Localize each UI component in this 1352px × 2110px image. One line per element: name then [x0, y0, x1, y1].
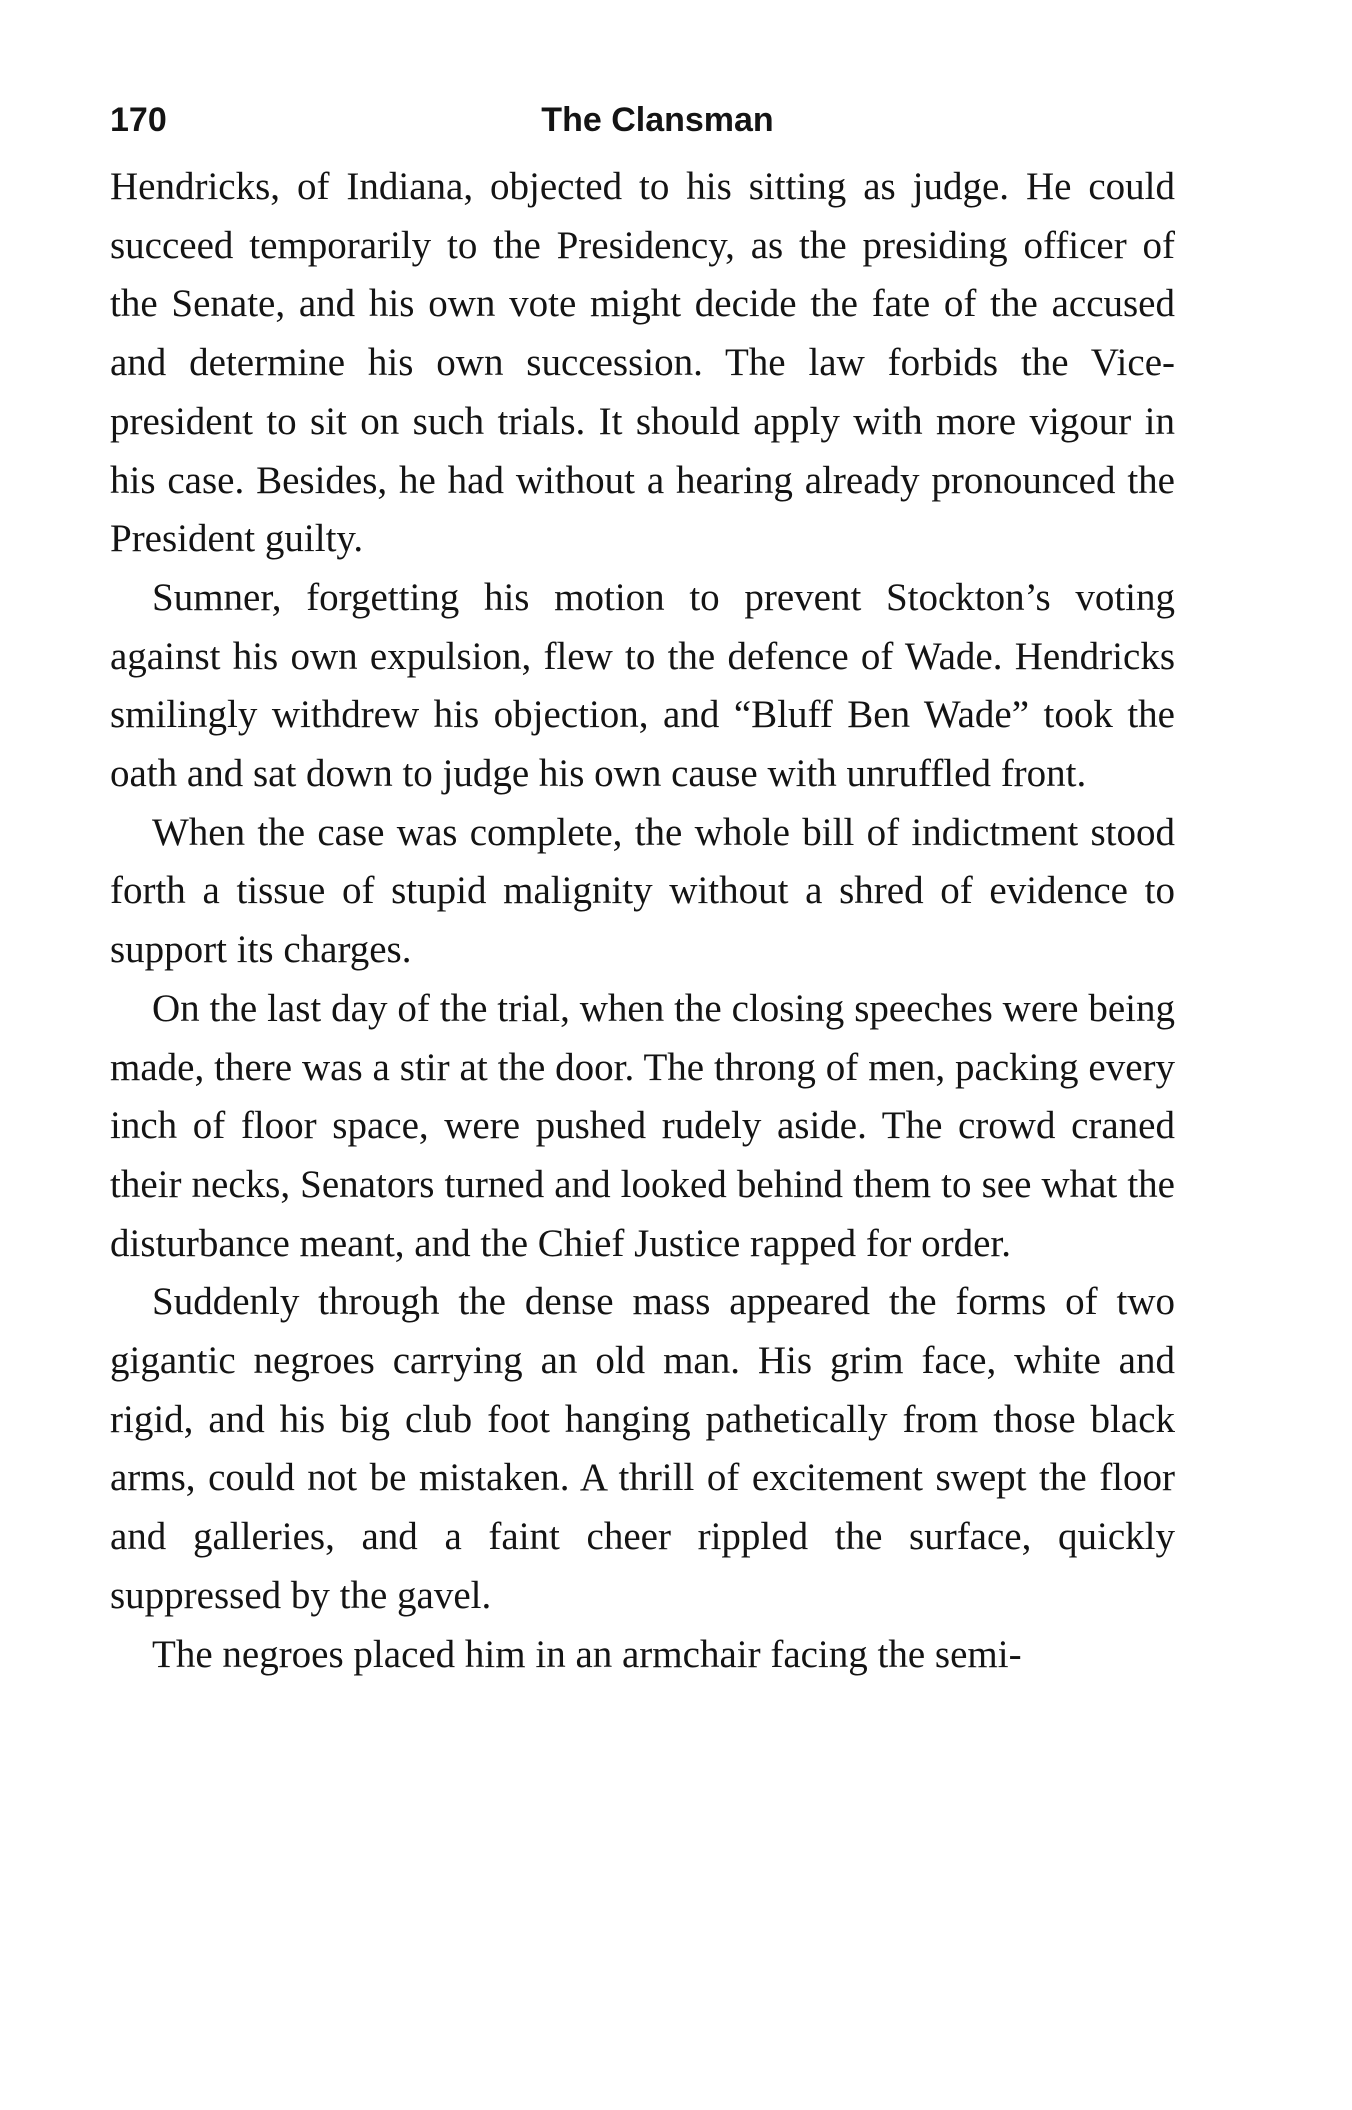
body-text: [110, 158, 1175, 1684]
book-title: The Clansman: [541, 101, 774, 139]
paragraph-2: Sumner, forgetting his motion to prevent Stockton’s voting against his own expulsion, flew to the defence of Wade. Hendricks smilingly withdrew his objection, and “Bluff Ben Wade” took the oath and sat down to judge his own cause with unruffled front.: [110, 575, 1175, 796]
paragraph-5: Suddenly through the dense mass appeared the forms of two gigantic negroes carrying an old man. His grim face, white and rigid, and his big club foot hanging pathetically from those black arms, could not be mistaken. A thrill of excitement swept the floor and galleries, and a faint cheer rippled the surface, quickly suppressed by the gavel.: [110, 1280, 1175, 1617]
paragraph-6: The negroes placed him in an armchair facing the semi-: [152, 1632, 1022, 1676]
running-head: [110, 90, 1175, 150]
book-page: [110, 90, 1175, 1684]
paragraph-1: Hendricks, of Indiana, objected to his sitting as judge. He could succeed temporarily to the Presidency, as the presiding officer of the Senate, and his own vote might decide the fate of the accused and determine his own succession. The law forbids the Vice-president to sit on such trials. It should apply with more vigour in his case. Besides, he had without a hearing already pronounced the President guilty.: [110, 165, 1175, 561]
paragraph-3: When the case was complete, the whole bill of indictment stood forth a tissue of stupid malignity without a shred of evidence to support its charges.: [110, 810, 1175, 972]
page-number: 170: [110, 101, 167, 139]
paragraph-4: On the last day of the trial, when the closing speeches were being made, there was a stir at the door. The throng of men, packing every inch of floor space, were pushed rudely aside. The crowd craned their necks, Senators turned and looked behind them to see what the disturbance meant, and the Chief Justice rapped for order.: [110, 986, 1175, 1265]
